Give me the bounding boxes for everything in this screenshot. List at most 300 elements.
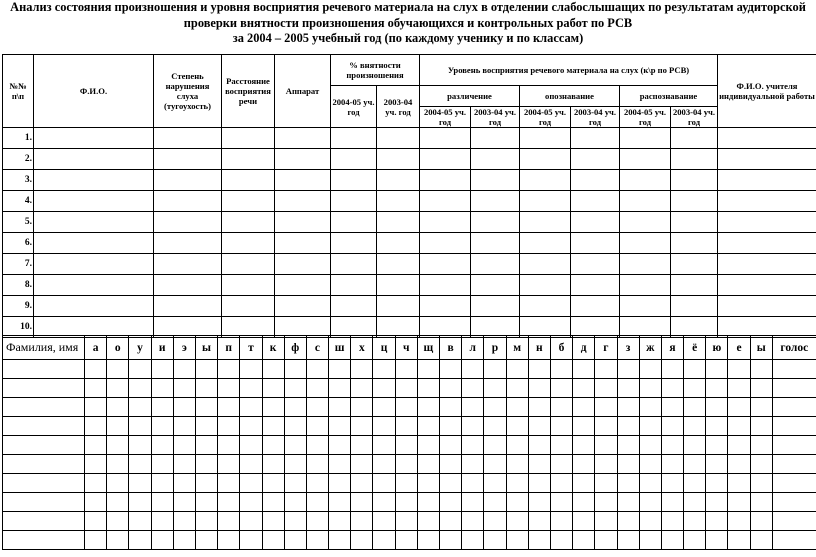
table-row — [3, 455, 816, 474]
table-cell — [639, 436, 661, 455]
table-row — [3, 191, 816, 212]
header-sound-24: з — [617, 336, 639, 360]
table-cell — [275, 212, 331, 233]
header-sound-25: ж — [639, 336, 661, 360]
table-cell — [728, 417, 750, 436]
table-cell — [395, 379, 417, 398]
table-cell — [440, 360, 462, 379]
table-cell — [661, 512, 683, 531]
table-cell — [377, 128, 420, 149]
table-cell — [417, 417, 439, 436]
table-cell — [573, 493, 595, 512]
header-intel-2003: 2003-04 уч. год — [377, 86, 420, 128]
table-cell — [718, 275, 816, 296]
table-cell — [222, 233, 275, 254]
table-cell — [107, 531, 129, 550]
table-cell — [528, 436, 550, 455]
table-cell — [195, 493, 217, 512]
table-cell — [275, 191, 331, 212]
header-sound-18: р — [484, 336, 506, 360]
table-cell — [275, 128, 331, 149]
table-cell — [173, 474, 195, 493]
table-cell — [240, 512, 262, 531]
table-cell — [571, 233, 620, 254]
table-cell — [718, 212, 816, 233]
table-cell — [550, 455, 572, 474]
table-cell — [218, 436, 240, 455]
table-cell — [331, 296, 377, 317]
table-cell — [661, 436, 683, 455]
table-cell — [484, 455, 506, 474]
table-cell — [550, 512, 572, 531]
table-cell — [440, 474, 462, 493]
table-cell — [750, 417, 772, 436]
table-cell — [706, 360, 728, 379]
header-sound-10: с — [306, 336, 328, 360]
table-cell — [222, 128, 275, 149]
header-fio: Ф.И.О. — [34, 55, 154, 128]
table-cell — [617, 398, 639, 417]
table-cell — [107, 379, 129, 398]
table-cell — [571, 191, 620, 212]
table-row — [3, 493, 816, 512]
table-cell — [671, 275, 718, 296]
table-cell — [331, 233, 377, 254]
table-cell — [373, 531, 395, 550]
header-teacher: Ф.И.О. учителя индивидуальной работы — [718, 55, 816, 128]
speech-analysis-table — [2, 54, 816, 338]
table-cell — [750, 512, 772, 531]
header-device: Аппарат — [275, 55, 331, 128]
table-cell — [129, 531, 151, 550]
table-cell — [195, 474, 217, 493]
table-cell — [417, 531, 439, 550]
table-cell — [639, 531, 661, 550]
table-cell — [617, 474, 639, 493]
table-cell — [684, 398, 706, 417]
table-cell — [718, 296, 816, 317]
table-cell — [306, 417, 328, 436]
table-cell — [85, 455, 107, 474]
header-intelligibility: % внятности произношения — [331, 55, 420, 86]
row-number: 8. — [3, 275, 34, 296]
table-cell — [471, 212, 520, 233]
table-cell — [550, 474, 572, 493]
table-cell — [573, 398, 595, 417]
table-cell — [420, 149, 471, 170]
table-cell — [595, 493, 617, 512]
table-cell — [772, 493, 816, 512]
table-row — [3, 417, 816, 436]
table-cell — [262, 512, 284, 531]
table-cell — [639, 398, 661, 417]
table-cell — [750, 531, 772, 550]
table-cell — [484, 360, 506, 379]
table-cell — [154, 128, 222, 149]
table-cell — [528, 474, 550, 493]
table-cell — [222, 191, 275, 212]
header-sound-6: п — [218, 336, 240, 360]
table-cell — [351, 398, 373, 417]
table-cell — [571, 296, 620, 317]
table-cell — [528, 360, 550, 379]
table-cell — [218, 531, 240, 550]
table-cell — [440, 531, 462, 550]
table-cell — [331, 149, 377, 170]
table-cell — [750, 493, 772, 512]
header-sound-19: м — [506, 336, 528, 360]
header-sound-29: е — [728, 336, 750, 360]
table-cell — [595, 455, 617, 474]
table-cell — [462, 493, 484, 512]
table-cell — [351, 455, 373, 474]
table-cell — [661, 398, 683, 417]
table-cell — [484, 474, 506, 493]
table-cell — [173, 379, 195, 398]
row-number: 5. — [3, 212, 34, 233]
table-cell — [284, 474, 306, 493]
row-number: 7. — [3, 254, 34, 275]
table-cell — [718, 233, 816, 254]
table-cell — [573, 474, 595, 493]
table-cell — [595, 436, 617, 455]
table-cell — [34, 149, 154, 170]
table-cell — [506, 474, 528, 493]
table-cell — [154, 275, 222, 296]
header-recog-2004: 2004-05 уч. год — [620, 107, 671, 128]
table-cell — [151, 512, 173, 531]
table-cell — [262, 474, 284, 493]
table-cell — [395, 417, 417, 436]
table-row — [3, 149, 816, 170]
table-cell — [684, 512, 706, 531]
header-recog-2003: 2003-04 уч. год — [671, 107, 718, 128]
table-cell — [377, 212, 420, 233]
table-cell — [329, 436, 351, 455]
table-cell — [154, 191, 222, 212]
table-cell — [550, 379, 572, 398]
table-cell — [573, 512, 595, 531]
table-cell — [417, 379, 439, 398]
table-cell — [550, 436, 572, 455]
table-cell — [595, 379, 617, 398]
table-row — [3, 275, 816, 296]
table-cell — [173, 436, 195, 455]
table-cell — [684, 360, 706, 379]
table-cell — [107, 455, 129, 474]
table-cell — [262, 531, 284, 550]
table-row — [3, 379, 816, 398]
table-cell — [331, 128, 377, 149]
header-sound-21: б — [550, 336, 572, 360]
table-cell — [550, 360, 572, 379]
header-sound-14: ч — [395, 336, 417, 360]
table-cell — [671, 128, 718, 149]
table-cell — [275, 149, 331, 170]
header-discr-2004: 2004-05 уч. год — [420, 107, 471, 128]
table-cell — [728, 531, 750, 550]
table-cell — [351, 417, 373, 436]
table-cell — [639, 379, 661, 398]
table-cell — [306, 455, 328, 474]
table-cell — [417, 493, 439, 512]
table-cell — [395, 474, 417, 493]
table-cell — [728, 398, 750, 417]
table-cell — [377, 149, 420, 170]
table-cell — [471, 191, 520, 212]
table-cell — [129, 436, 151, 455]
table-cell — [417, 455, 439, 474]
table-cell — [639, 360, 661, 379]
table-cell — [706, 417, 728, 436]
table-cell — [417, 436, 439, 455]
table-cell — [306, 360, 328, 379]
table-cell — [107, 398, 129, 417]
table-cell — [154, 170, 222, 191]
row-number: 3. — [3, 170, 34, 191]
header-ident-2004: 2004-05 уч. год — [520, 107, 571, 128]
table-cell — [440, 493, 462, 512]
table-cell — [772, 417, 816, 436]
table-cell — [262, 417, 284, 436]
table-cell — [151, 379, 173, 398]
table-cell — [85, 512, 107, 531]
table-cell — [222, 275, 275, 296]
table-cell — [420, 212, 471, 233]
table-cell — [571, 149, 620, 170]
table-cell — [34, 254, 154, 275]
table-cell — [728, 436, 750, 455]
table-cell — [639, 512, 661, 531]
table-cell — [331, 191, 377, 212]
table-cell — [262, 379, 284, 398]
table-row — [3, 398, 816, 417]
header-sound-12: х — [351, 336, 373, 360]
table-cell — [3, 360, 85, 379]
table-cell — [240, 360, 262, 379]
table-cell — [573, 379, 595, 398]
table-cell — [620, 233, 671, 254]
table-cell — [440, 398, 462, 417]
table-cell — [284, 398, 306, 417]
table-cell — [484, 493, 506, 512]
table-cell — [728, 360, 750, 379]
table-cell — [373, 360, 395, 379]
table-row — [3, 233, 816, 254]
table-cell — [222, 170, 275, 191]
table-cell — [484, 398, 506, 417]
table-cell — [85, 474, 107, 493]
table-cell — [306, 474, 328, 493]
table-cell — [107, 474, 129, 493]
table-cell — [306, 512, 328, 531]
table-cell — [520, 233, 571, 254]
table-cell — [462, 512, 484, 531]
row-number: 9. — [3, 296, 34, 317]
table-cell — [706, 512, 728, 531]
table-cell — [3, 531, 85, 550]
table-cell — [173, 360, 195, 379]
table-cell — [520, 149, 571, 170]
table-cell — [275, 275, 331, 296]
table-cell — [718, 191, 816, 212]
table-cell — [750, 455, 772, 474]
sounds-table — [2, 335, 816, 550]
table-cell — [351, 436, 373, 455]
table-cell — [34, 128, 154, 149]
table-cell — [222, 296, 275, 317]
header-sound-16: в — [440, 336, 462, 360]
table-cell — [129, 474, 151, 493]
table-cell — [218, 455, 240, 474]
table-cell — [684, 474, 706, 493]
table-cell — [772, 474, 816, 493]
header-recognition: распознавание — [620, 86, 718, 107]
table-cell — [151, 436, 173, 455]
table-cell — [595, 474, 617, 493]
table-cell — [462, 360, 484, 379]
header-sound-8: к — [262, 336, 284, 360]
table-cell — [329, 531, 351, 550]
table-cell — [420, 128, 471, 149]
table-cell — [377, 296, 420, 317]
table-cell — [395, 360, 417, 379]
header-sound-27: ё — [684, 336, 706, 360]
table-cell — [240, 474, 262, 493]
table-cell — [571, 170, 620, 191]
table-cell — [284, 512, 306, 531]
table-cell — [528, 417, 550, 436]
header-sound-26: я — [661, 336, 683, 360]
table-cell — [331, 275, 377, 296]
table-cell — [85, 493, 107, 512]
table-cell — [706, 398, 728, 417]
table-cell — [377, 275, 420, 296]
header-sound-15: щ — [417, 336, 439, 360]
table-cell — [154, 233, 222, 254]
table-cell — [671, 254, 718, 275]
table-cell — [240, 493, 262, 512]
table-cell — [728, 455, 750, 474]
table-cell — [275, 254, 331, 275]
table-cell — [377, 254, 420, 275]
table-cell — [684, 379, 706, 398]
table-cell — [107, 436, 129, 455]
table-cell — [329, 455, 351, 474]
table-cell — [151, 417, 173, 436]
table-cell — [661, 417, 683, 436]
table-cell — [351, 512, 373, 531]
table-cell — [462, 455, 484, 474]
table-cell — [506, 512, 528, 531]
table-cell — [284, 436, 306, 455]
table-cell — [595, 531, 617, 550]
table-cell — [620, 275, 671, 296]
table-cell — [506, 455, 528, 474]
table-cell — [462, 417, 484, 436]
header-sound-7: т — [240, 336, 262, 360]
table-cell — [395, 436, 417, 455]
table-cell — [373, 436, 395, 455]
table-cell — [462, 436, 484, 455]
table-cell — [154, 254, 222, 275]
table-cell — [3, 398, 85, 417]
table-cell — [154, 212, 222, 233]
header-sound-28: ю — [706, 336, 728, 360]
table-cell — [284, 360, 306, 379]
table-cell — [520, 170, 571, 191]
header-distance: Расстояние восприятия речи — [222, 55, 275, 128]
table-cell — [218, 493, 240, 512]
header-sound-17: л — [462, 336, 484, 360]
table-cell — [218, 474, 240, 493]
table-cell — [620, 212, 671, 233]
table-cell — [195, 512, 217, 531]
table-cell — [617, 436, 639, 455]
table-cell — [750, 436, 772, 455]
table-cell — [772, 360, 816, 379]
header-num: №№ п\п — [3, 55, 34, 128]
table-cell — [620, 296, 671, 317]
title-line-3: за 2004 – 2005 учебный год (по каждому ученику и по классам) — [232, 31, 584, 45]
table-cell — [34, 170, 154, 191]
table-cell — [329, 398, 351, 417]
table-cell — [151, 360, 173, 379]
table-cell — [550, 417, 572, 436]
table-cell — [671, 233, 718, 254]
table-cell — [506, 398, 528, 417]
table-cell — [420, 296, 471, 317]
table-cell — [329, 512, 351, 531]
table-cell — [129, 379, 151, 398]
table-cell — [484, 379, 506, 398]
table-cell — [420, 170, 471, 191]
table-cell — [34, 296, 154, 317]
table-cell — [240, 398, 262, 417]
header-sound-2: у — [129, 336, 151, 360]
table-cell — [85, 417, 107, 436]
table-cell — [573, 360, 595, 379]
table-cell — [706, 493, 728, 512]
table-cell — [351, 474, 373, 493]
table-cell — [671, 191, 718, 212]
table-cell — [222, 254, 275, 275]
table-cell — [571, 275, 620, 296]
table-cell — [222, 149, 275, 170]
header-sound-30: ы — [750, 336, 772, 360]
table-cell — [218, 417, 240, 436]
table-cell — [484, 531, 506, 550]
table-cell — [417, 398, 439, 417]
table-cell — [373, 474, 395, 493]
table-cell — [420, 254, 471, 275]
table-cell — [718, 170, 816, 191]
table-cell — [218, 379, 240, 398]
table-cell — [440, 455, 462, 474]
table-cell — [706, 455, 728, 474]
table-cell — [34, 191, 154, 212]
table-cell — [240, 417, 262, 436]
table-cell — [462, 398, 484, 417]
table-cell — [420, 191, 471, 212]
table-cell — [262, 436, 284, 455]
table-cell — [395, 493, 417, 512]
table-cell — [373, 493, 395, 512]
header-identification: опознавание — [520, 86, 620, 107]
table-cell — [129, 493, 151, 512]
table-cell — [417, 360, 439, 379]
table-cell — [520, 254, 571, 275]
